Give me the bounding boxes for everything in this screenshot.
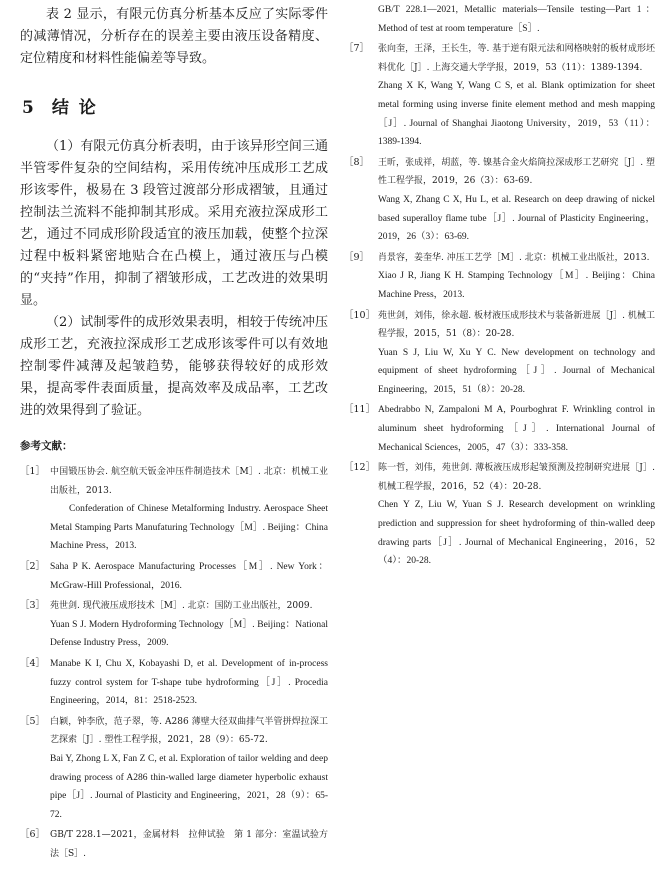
reference-number: ［2］	[20, 560, 46, 572]
reference-en: Abedrabbo N, Zampaloni M A, Pourboghrat F. Wrinkling control in aluminum sheet hydroforming［J］. International Journal of Mechanical Sciences，2005，47（3）：333-358.	[378, 405, 655, 453]
reference-en: Yuan S J, Liu W, Xu Y C. New development on technology and equipment of sheet hydroforming［J］. Journal of Mechanical Engineering，2015，51（8）：20-28.	[378, 347, 655, 395]
reference-item	[344, 401, 655, 457]
reference-en: Confederation of Chinese Metalforming Industry. Aerospace Sheet Metal Stamping Parts Manufaturing Technology［M］. Beijing：China Machine Press，2013.	[50, 504, 328, 552]
left-column	[20, 0, 328, 865]
reference-en: Saha P K. Aerospace Manufacturing Processes［M］. New York：McGraw-Hill Professional，2016.	[50, 561, 328, 591]
reference-list-left	[20, 463, 328, 863]
reference-item	[20, 826, 328, 863]
reference-item	[344, 459, 655, 571]
reference-cn: 中国锻压协会. 航空航天钣金冲压件制造技术［M］. 北京：机械工业出版社，2013.	[50, 467, 328, 496]
reference-number: ［3］	[20, 600, 46, 612]
reference-number: ［10］	[344, 309, 376, 321]
reference-cn: GB/T 228.1—2021，金属材料 拉伸试验 第 1 部分：室温试验方法［S］.	[50, 830, 328, 859]
reference-continuation	[344, 1, 655, 38]
reference-item	[20, 713, 328, 825]
reference-en: Bai Y, Zhong L X, Fan Z C, et al. Exploration of tailor welding and deep drawing process of A286 thin-walled large diameter hyperbolic exhaust pipe［J］. Journal of Plasticity and Engineering，2021，28（9）：65-72.	[50, 753, 328, 820]
reference-item	[344, 40, 655, 152]
reference-item	[20, 558, 328, 595]
reference-cn: 张向奎，王泽，王长生，等. 基于逆有限元法和网格映射的板材成形坯料优化［J］. 上海交通大学学报，2019，53（11）：1389-1394.	[378, 44, 655, 73]
reference-en: Xiao J R, Jiang K H. Stamping Technology［M］. Beijing：China Machine Press，2013.	[378, 271, 655, 300]
reference-item	[344, 307, 655, 400]
reference-number: ［1］	[20, 466, 46, 477]
reference-en: Manabe K I, Chu X, Kobayashi D, et al. Development of in-process fuzzy control system for T-shape tube hydroforming［J］. Procedia Engineering，2014，81：2518-2523.	[50, 658, 328, 707]
right-column	[344, 0, 655, 573]
reference-cn: 白颖，钟李欣，范子翠，等. A286 薄壁大径双曲排气半管拼焊拉深工艺探索［J］. 塑性工程学报，2021，28（9）：65-72.	[50, 716, 328, 746]
reference-number: ［9］	[344, 251, 370, 263]
reference-cn: 肖景容，姜奎华. 冲压工艺学［M］. 北京：机械工业出版社，2013.	[378, 252, 650, 263]
section-number: 5	[22, 98, 36, 118]
section-title: 结 论	[51, 98, 98, 118]
reference-en: Zhang X K, Wang Y, Wang C S, et al. Blank optimization for sheet metal forming using inverse finite element method and mesh mapping［J］. Journal of Shanghai Jiaotong University，2019，53（11）：1389-1394.	[378, 81, 655, 148]
reference-number: ［6］	[20, 829, 46, 841]
reference-item	[344, 249, 655, 305]
reference-item	[20, 463, 328, 556]
reference-number: ［5］	[20, 715, 46, 727]
conclusion-paragraph-1: （1）有限元仿真分析表明，由于该异形空间三通半管零件复杂的空间结构，采用传统冲压成形工艺成形该零件，极易在 3 段管过渡部分形成褶皱，且通过控制法兰流料不能抑制其形成。采用充液拉深成形工艺，通过不同成形阶段适宜的液压加载，使整个拉深过程中板料紧密地贴合在凸模上，通过液压与凸模的“夹持”作用，抑制了褶皱形成，工艺改进的效果明显。	[20, 139, 328, 308]
conclusion-paragraph-2: （2）试制零件的成形效果表明，相较于传统冲压成形工艺，充液拉深成形工艺成形该零件可以有效地控制零件减薄及起皱趋势，能够获得较好的成形效果，提高零件表面质量，提高效率及成品率，工艺改进的效果得到了验证。	[20, 315, 328, 418]
reference-en: Wang X, Zhang C X, Hu L, et al. Research on deep drawing of nickel based superalloy flame tube［J］. Journal of Plasticity Engineering，2019，26（3）：63-69.	[378, 194, 655, 243]
reference-number: ［11］	[344, 404, 376, 416]
reference-cn: 王昕，张成祥，胡蓝，等. 镍基合金火焰筒拉深成形工艺研究［J］. 塑性工程学报，2019，26（3）：63-69.	[378, 157, 655, 187]
intro-paragraph: 表 2 显示，有限元仿真分析基本反应了实际零件的减薄情况，分析存在的误差主要由液压设备精度、定位精度和材料性能偏差等导致。	[20, 7, 328, 66]
reference-list-right	[344, 40, 655, 571]
reference-item	[20, 597, 328, 653]
reference-en: Chen Y Z, Liu W, Yuan S J. Research development on wrinkling prediction and suppression for sheet hydroforming of thin-walled deep drawing parts［J］. Journal of Mechanical Engineering，2016，52（4）：20-28.	[378, 500, 655, 567]
reference-item	[344, 154, 655, 247]
reference-en: GB/T 228.1—2021, Metallic materials—Tensile testing—Part 1：Method of test at room temperature［S］.	[378, 5, 655, 34]
reference-item	[20, 655, 328, 711]
section-heading	[22, 96, 328, 120]
reference-en: Yuan S J. Modern Hydroforming Technology［M］. Beijing：National Defense Industry Press，2009.	[50, 619, 328, 649]
reference-number: ［4］	[20, 657, 46, 669]
references-title: 参考文献：	[20, 440, 73, 452]
reference-cn: 苑世剑. 现代液压成形技术［M］. 北京：国防工业出版社，2009.	[50, 601, 313, 612]
reference-number: ［7］	[344, 43, 370, 55]
reference-number: ［12］	[344, 462, 376, 474]
reference-number: ［8］	[344, 156, 370, 168]
reference-cn: 苑世剑，刘伟，徐永超. 板材液压成形技术与装备新进展［J］. 机械工程学报，2015，51（8）：20-28.	[378, 310, 655, 340]
reference-cn: 陈一哲，刘伟，苑世剑. 薄板液压成形起皱预测及控制研究进展［J］. 机械工程学报，2016，52（4）：20-28.	[378, 463, 655, 492]
